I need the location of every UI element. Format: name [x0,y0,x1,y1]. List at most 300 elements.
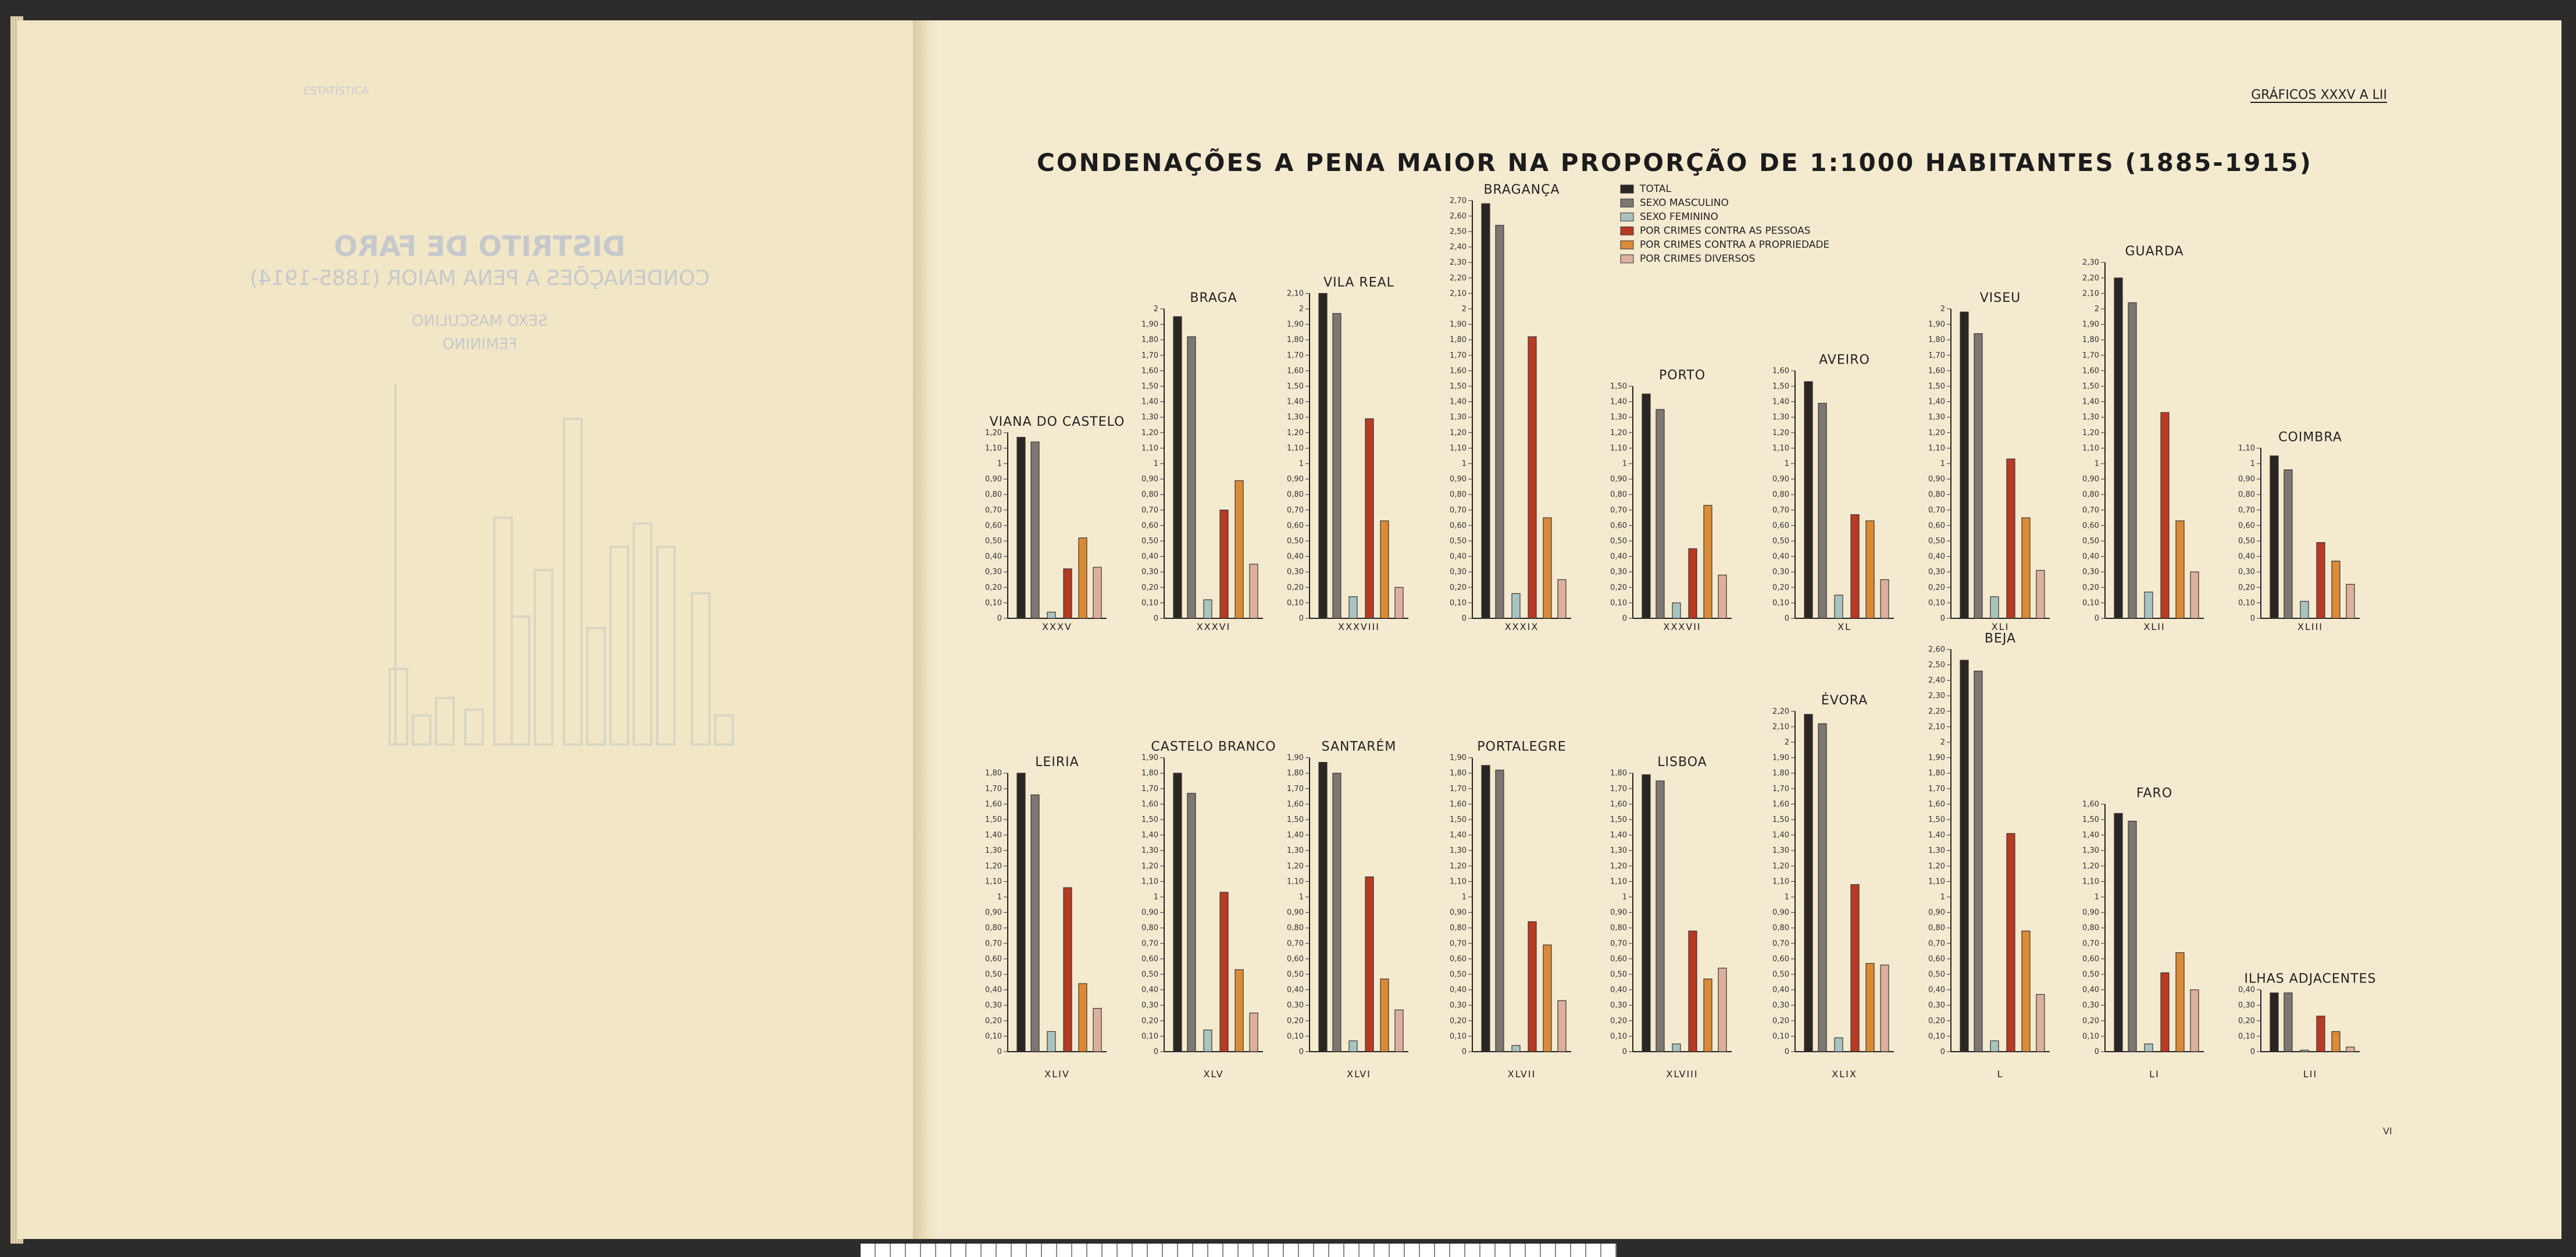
y-tick-label: 0,20 [1772,583,1789,592]
panel [1287,275,1408,632]
y-tick-label: 2,60 [1450,212,1467,221]
bar [1047,612,1055,618]
bar [1704,979,1712,1052]
legend-label: SEXO MASCULINO [1640,197,1729,209]
legend [1621,183,1829,265]
y-tick-label: 0,90 [1141,908,1158,917]
y-tick-label: 2,20 [1772,707,1789,716]
y-tick-label: 0 [1461,614,1467,623]
y-tick-label: 1,20 [985,428,1002,437]
bar [2332,1031,2340,1052]
y-tick-label: 0,30 [2082,568,2099,577]
district-label: CASTELO BRANCO [1151,739,1276,754]
y-tick-label: 1,20 [2082,861,2099,871]
y-tick-label: 1,90 [1141,320,1158,329]
bar [1656,409,1664,618]
y-tick-label: 0 [1622,1048,1627,1056]
y-tick-label: 1,10 [1610,444,1627,453]
district-label: SANTARÉM [1321,739,1397,754]
y-tick-label: 1,60 [1928,366,1945,376]
y-tick-label: 0 [997,1048,1002,1056]
y-tick-label: 1,40 [1610,397,1627,407]
district-label: VILA REAL [1323,275,1394,290]
y-tick-label: 0,80 [1610,490,1627,500]
y-tick-label: 2 [1940,305,1945,314]
bar [1512,1045,1520,1052]
y-tick-label: 1,40 [1610,831,1627,840]
panel [1287,739,1408,1080]
y-tick-label: 0,50 [1141,537,1158,546]
y-tick-label: 1,30 [1287,846,1304,856]
bar [1017,437,1025,618]
y-tick-label: 2,50 [1928,661,1945,670]
y-tick-label: 1,40 [1450,397,1467,407]
y-tick-label: 1 [1153,893,1158,902]
y-tick-label: 1,10 [1450,877,1467,886]
y-tick-label: 1,50 [1928,816,1945,824]
y-tick-label: 1,20 [1450,428,1467,437]
y-tick-label: 0,30 [1450,568,1467,577]
chart-panels [985,183,2376,1080]
y-tick-label: 2,10 [1287,289,1304,298]
y-tick-label: 1,90 [1928,753,1945,763]
y-tick-label: 1,90 [1450,320,1467,329]
y-tick-label: 0,90 [1772,908,1789,917]
y-tick-label: 1,60 [1287,366,1304,376]
panel-numeral: XLIII [2297,621,2324,632]
bar [1881,580,1889,619]
y-tick-label: 0,20 [1287,583,1304,592]
y-tick-label: 1,10 [1287,877,1304,886]
bar [2284,993,2292,1052]
y-tick-label: 1,50 [1141,382,1158,391]
bar [2346,1047,2354,1052]
panel-numeral: XLVIII [1666,1069,1699,1080]
y-tick-label: 0,10 [1610,599,1627,608]
legend-swatch [1621,241,1633,249]
y-tick-label: 0 [997,614,1002,623]
header-right: GRÁFICOS XXXV A LII [2251,88,2387,102]
y-tick-label: 1,30 [1287,413,1304,422]
panel-numeral: XL [1838,621,1851,632]
bar [1349,597,1357,618]
y-tick-label: 1,50 [1928,382,1945,391]
bar [1881,965,1889,1052]
y-tick-label: 0,10 [2082,599,2099,608]
y-tick-label: 1,40 [1772,831,1789,840]
y-tick-label: 0,40 [2238,552,2255,561]
y-tick-label: 0,70 [2082,505,2099,515]
y-tick-label: 0,40 [1287,552,1304,561]
bar [2145,1044,2153,1052]
panel-numeral: XXXV [1042,621,1072,632]
legend-label: POR CRIMES CONTRA AS PESSOAS [1640,225,1811,237]
y-tick-label: 0,30 [2082,1001,2099,1010]
y-tick-label: 1,80 [1141,769,1158,778]
y-tick-label: 0,40 [2238,985,2255,995]
y-tick-label: 0,60 [1287,955,1304,964]
legend-swatch [1621,185,1633,193]
y-tick-label: 1,10 [2082,444,2099,453]
y-tick-label: 0,80 [1610,924,1627,933]
y-tick-label: 0 [1940,614,1945,623]
bar [1319,763,1327,1052]
y-tick-label: 0,40 [1141,985,1158,995]
bar [1990,1041,1999,1052]
y-tick-label: 1,60 [985,800,1002,809]
y-tick-label: 1,20 [1141,861,1158,871]
district-label: PORTALEGRE [1477,739,1567,754]
y-tick-label: 0,80 [1450,490,1467,500]
y-tick-label: 1,60 [1772,800,1789,809]
y-tick-label: 0,20 [985,583,1002,592]
legend-label: TOTAL [1640,183,1671,195]
panel-numeral: XLVII [1507,1069,1536,1080]
bar [1718,575,1726,618]
bar [1017,773,1025,1052]
legend-label: POR CRIMES DIVERSOS [1640,253,1756,265]
y-tick-label: 0,10 [1928,1032,1945,1041]
legend-label: SEXO FEMININO [1640,211,1718,223]
y-tick-label: 0,70 [1287,505,1304,515]
y-tick-label: 0 [1153,614,1158,623]
y-tick-label: 1,40 [1141,397,1158,407]
y-tick-label: 0,30 [985,1001,1002,1010]
y-tick-label: 1,60 [1141,366,1158,376]
bar [1365,419,1373,618]
y-tick-label: 1,20 [1772,861,1789,871]
ghost-legend-female: FEMININO [442,336,518,353]
y-tick-label: 0,80 [1287,490,1304,500]
legend-swatch [1621,213,1633,221]
y-tick-label: 1,50 [985,816,1002,824]
y-tick-label: 1,10 [1928,444,1945,453]
y-tick-label: 0,40 [1928,985,1945,995]
y-tick-label: 2,10 [1928,722,1945,732]
y-tick-label: 1,70 [1141,784,1158,793]
y-tick-label: 1,80 [1928,769,1945,778]
y-tick-label: 0,10 [2238,1032,2255,1041]
y-tick-label: 0,10 [1772,599,1789,608]
panel [1772,352,1894,632]
y-tick-label: 0 [1622,614,1627,623]
y-tick-label: 1,30 [2082,413,2099,422]
y-tick-label: 1,70 [1610,784,1627,793]
y-tick-label: 0,20 [1610,583,1627,592]
panel [2082,786,2204,1080]
legend-label: POR CRIMES CONTRA A PROPRIEDADE [1640,239,1830,251]
panel-numeral: XLIV [1044,1069,1070,1080]
district-label: LEIRIA [1035,755,1079,770]
bar [1804,382,1813,618]
y-tick-label: 0,80 [985,490,1002,500]
bar [1558,1000,1566,1052]
y-tick-label: 2,30 [2082,258,2099,268]
y-tick-label: 0,10 [1610,1032,1627,1041]
y-tick-label: 0,90 [1928,908,1945,917]
bar [1818,403,1826,618]
y-tick-label: 0,80 [1928,924,1945,933]
y-tick-label: 1,40 [1928,397,1945,407]
y-tick-label: 2,70 [1450,196,1467,205]
y-tick-label: 1,60 [1610,800,1627,809]
y-tick-label: 1,40 [1450,831,1467,840]
legend-swatch [1621,227,1633,235]
y-tick-label: 1,80 [2082,336,2099,345]
bar [1173,316,1182,618]
y-tick-label: 0,50 [985,970,1002,979]
district-label: BEJA [1984,631,2017,646]
bar [2190,572,2199,618]
y-tick-label: 0,10 [1287,599,1304,608]
ghost-title: DISTRITO DE FARO [334,230,626,263]
bar [1835,1038,1843,1052]
panel [1928,291,2050,632]
y-tick-label: 1,10 [1772,877,1789,886]
y-tick-label: 0,60 [2082,955,2099,964]
y-tick-label: 1,90 [1287,320,1304,329]
y-tick-label: 0,70 [985,505,1002,515]
district-label: ÉVORA [1821,693,1868,708]
bar [2317,543,2325,618]
district-label: BRAGANÇA [1483,182,1560,197]
y-tick-label: 0,70 [1450,505,1467,515]
bar [1512,593,1520,618]
bar [1496,770,1504,1052]
y-tick-label: 0,50 [1772,537,1789,546]
y-tick-label: 1,50 [1287,816,1304,824]
y-tick-label: 1,40 [1772,397,1789,407]
y-tick-label: 0,10 [2082,1032,2099,1041]
y-tick-label: 1,30 [1610,846,1627,856]
y-tick-label: 0 [1298,614,1304,623]
ghost-legend-male: SEXO MASCULINO [412,312,548,330]
y-tick-label: 0,30 [1772,1001,1789,1010]
bar [2036,995,2045,1052]
bar [1672,603,1681,618]
y-tick-label: 0,50 [1287,970,1304,979]
bar [1064,569,1072,618]
bar [1960,660,1968,1052]
y-tick-label: 1,50 [1287,382,1304,391]
bar [1558,580,1566,619]
bar [1704,505,1712,618]
y-tick-label: 0,70 [1610,939,1627,948]
bar [2036,571,2045,618]
y-tick-label: 0,90 [2082,908,2099,917]
y-tick-label: 1,10 [1141,444,1158,453]
y-tick-label: 0,90 [985,908,1002,917]
panel-numeral: XXXVI [1196,621,1231,632]
bar [1835,595,1843,618]
bar [1974,334,1982,618]
y-tick-label: 0,70 [1610,505,1627,515]
y-tick-label: 2 [1940,738,1945,747]
y-tick-label: 0,60 [985,521,1002,530]
y-tick-label: 0,10 [1450,599,1467,608]
y-tick-label: 2,30 [1450,258,1467,268]
y-tick-label: 0,80 [1772,490,1789,500]
y-tick-label: 1,20 [1450,861,1467,871]
bar [1851,885,1859,1052]
bar [1689,931,1697,1052]
y-tick-label: 1,80 [1450,769,1467,778]
district-label: ILHAS ADJACENTES [2244,971,2377,987]
y-tick-label: 0 [2094,614,2099,623]
y-tick-label: 0,10 [1450,1032,1467,1041]
y-tick-label: 1,10 [1287,444,1304,453]
y-tick-label: 0,30 [1610,568,1627,577]
y-tick-label: 1 [1622,460,1627,468]
bar [1642,394,1650,618]
panel [1928,631,2050,1080]
y-tick-label: 1,30 [2082,846,2099,856]
panel [2082,244,2204,632]
y-tick-label: 0 [2094,1048,2099,1056]
y-tick-label: 1 [1784,460,1789,468]
y-tick-label: 1,10 [2238,444,2255,453]
y-tick-label: 1,80 [1287,769,1304,778]
y-tick-label: 0,80 [2082,924,2099,933]
y-tick-label: 0,20 [1772,1016,1789,1025]
y-tick-label: 1,40 [1287,831,1304,840]
y-tick-label: 1 [1461,893,1467,902]
y-tick-label: 0,10 [1141,1032,1158,1041]
y-tick-label: 0 [1298,1048,1304,1056]
bar [2007,459,2015,618]
y-tick-label: 0,60 [1141,955,1158,964]
y-tick-label: 2,10 [1450,289,1467,298]
bar [1235,480,1243,618]
y-tick-label: 0,10 [2238,599,2255,608]
bar [1851,515,1859,618]
y-tick-label: 1,10 [1450,444,1467,453]
y-tick-label: 0,60 [1772,955,1789,964]
bar [1365,877,1373,1052]
y-tick-label: 1,40 [1141,831,1158,840]
y-tick-label: 2,20 [2082,273,2099,283]
y-tick-label: 0,60 [1928,955,1945,964]
bar [2176,953,2184,1052]
y-tick-label: 1,50 [1610,816,1627,824]
bar [1333,773,1341,1052]
y-tick-label: 0,60 [1141,521,1158,530]
panel-numeral: XXXVIII [1338,621,1380,632]
y-tick-label: 1 [1784,893,1789,902]
y-tick-label: 0,50 [2082,970,2099,979]
bar [1818,724,1826,1052]
y-tick-label: 1,30 [1141,413,1158,422]
bar [1380,979,1389,1052]
y-tick-label: 0 [2250,614,2255,623]
y-tick-label: 2,60 [1928,645,1945,654]
y-tick-label: 0,50 [2238,537,2255,546]
y-tick-label: 1,80 [985,769,1002,778]
bar [1496,225,1504,618]
y-tick-label: 1 [1940,460,1945,468]
bar [2022,931,2030,1052]
y-tick-label: 0,10 [985,599,1002,608]
y-tick-label: 1,20 [1772,428,1789,437]
y-tick-label: 0,40 [1610,985,1627,995]
y-tick-label: 0,20 [1450,583,1467,592]
panel [1610,755,1732,1080]
bar [2284,470,2292,618]
panel-numeral: XLII [2143,621,2165,632]
y-tick-label: 0,50 [1141,970,1158,979]
bar [1380,521,1389,618]
y-tick-label: 1 [2094,893,2099,902]
y-tick-label: 0,50 [1610,970,1627,979]
bar [1656,781,1664,1052]
bar [2114,278,2122,618]
panel [1772,693,1894,1080]
y-tick-label: 2,30 [1928,692,1945,701]
legend-swatch [1621,255,1633,263]
y-tick-label: 0,20 [1928,1016,1945,1025]
y-tick-label: 1,30 [1928,846,1945,856]
left-running-head: ESTATÍSTICA [304,85,369,97]
y-tick-label: 1 [1153,460,1158,468]
y-tick-label: 0,90 [2238,475,2255,484]
y-tick-label: 0,90 [1141,475,1158,484]
y-tick-label: 0,40 [1450,985,1467,995]
y-tick-label: 0,50 [1450,537,1467,546]
bar [1960,312,1968,618]
y-tick-label: 0 [2250,1048,2255,1056]
y-tick-label: 1,60 [2082,800,2099,809]
bar [1528,922,1536,1052]
panel [1141,291,1263,632]
y-tick-label: 0,20 [985,1016,1002,1025]
y-tick-label: 0,90 [2082,475,2099,484]
y-tick-label: 0,70 [985,939,1002,948]
y-tick-label: 2,40 [1450,243,1467,252]
district-label: VISEU [1979,291,2021,305]
panel-numeral: L [1997,1069,2004,1080]
y-tick-label: 0,70 [1141,939,1158,948]
y-tick-label: 1,40 [2082,831,2099,840]
y-tick-label: 0,20 [2082,583,2099,592]
y-tick-label: 0,30 [2238,568,2255,577]
bar [2128,302,2136,618]
bar [1079,538,1087,618]
y-tick-label: 0,10 [1141,599,1158,608]
y-tick-label: 1 [1940,893,1945,902]
district-label: GUARDA [2125,244,2184,259]
bar [1804,714,1813,1052]
y-tick-label: 1,70 [1287,784,1304,793]
y-tick-label: 1,70 [1287,351,1304,360]
y-tick-label: 0,80 [1928,490,1945,500]
y-tick-label: 0,30 [1450,1001,1467,1010]
y-tick-label: 1 [2094,460,2099,468]
y-tick-label: 0,90 [1450,908,1467,917]
y-tick-label: 1,20 [1287,861,1304,871]
y-tick-label: 1,80 [1141,336,1158,345]
y-tick-label: 1,10 [985,877,1002,886]
y-tick-label: 1,20 [1287,428,1304,437]
panel-numeral: LI [2149,1069,2160,1080]
y-tick-label: 1,60 [1450,366,1467,376]
y-tick-label: 0,40 [1450,552,1467,561]
panel [985,415,1125,632]
y-tick-label: 0,90 [1287,908,1304,917]
y-tick-label: 1,50 [1610,382,1627,391]
y-tick-label: 0,70 [2082,939,2099,948]
district-label: PORTO [1658,368,1706,383]
y-tick-label: 1 [1461,460,1467,468]
